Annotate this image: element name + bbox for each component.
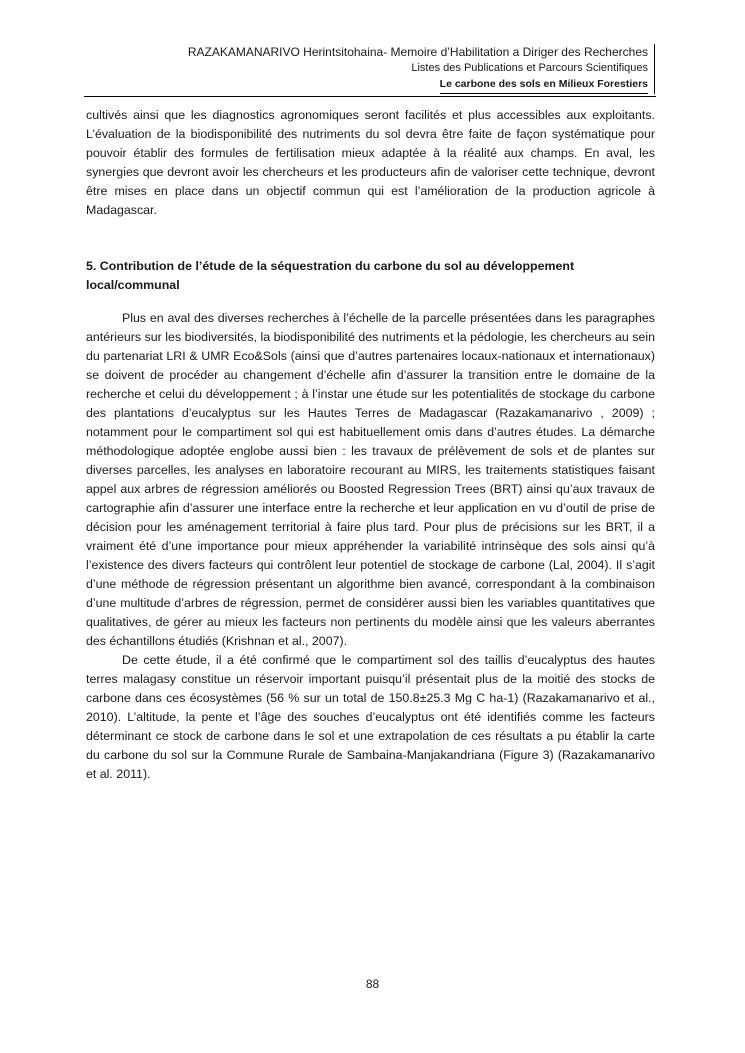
paragraph-1: Plus en aval des diverses recherches à l’échelle de la parcelle présentées dans les paragraphes antérieurs sur les biodiversités, la biodisponibilité des nutriments et la pédologie, les chercheurs au sein du partenariat LRI & UMR Eco&Sols (ainsi que d’autres partenaires locaux-nationaux et internationaux) se doivent de procéder au changement d’échelle afin d’assurer la transition entre le domaine de la recherche et celui du développement ; à l’instar une étude sur les potentialités de stockage du carbone des plantations d’eucalyptus sur les Hautes Terres de Madagascar (Razakamanarivo , 2009) ; notamment pour le compartiment sol qui est habituellement omis dans d’autres études. La démarche méthodologique adoptée englobe aussi bien : les travaux de prélèvement de sols et de plantes sur diverses parcelles, les analyses en laboratoire recourant au MIRS, les traitements statistiques faisant appel aux arbres de régression améliorés ou Boosted Regression Trees (BRT) ainsi qu’aux travaux de cartographie afin d’assurer une interface entre la recherche et leur application en vu d’outil de prise de décision pour les aménagement territorial à faire plus tard. Pour plus de précisions sur les BRT, il a vraiment été d’une importance pour mieux appréhender la variabilité intrinsèque des sols ainsi qu’à l’existence des divers facteurs qui contrôlent leur potentiel de stockage de carbone (Lal, 2004). Il s’agit d’une méthode de régression présentant un algorithme bien avancé, correspondant à la combinaison d’une multitude d’arbres de régression, permet de considérer aussi bien les variables quantitatives que qualitatives, de gérer au mieux les facteurs non pertinents du modèle ainsi que les valeurs aberrantes des échantillons étudiés (Krishnan et al., 2007). — [86, 311, 655, 648]
paragraph-2: De cette étude, il a été confirmé que le compartiment sol des taillis d’eucalyptus des hautes terres malagasy constitue un réservoir important puisqu’il présentait plus de la moitié des stocks de carbone dans ces écosystèmes (56 % sur un total de 150.8±25.3 Mg C ha-1) (Razakamanarivo et al., 2010). L’altitude, la pente et l’âge des souches d’eucalyptus ont été identifiés comme les facteurs déterminant ce stock de carbone dans le sol et une extrapolation de ces résultats a pu établir la carte du carbone du sol sur la Commune Rurale de Sambaina-Manjakandriana (Figure 3) (Razakamanarivo et al. 2011). — [86, 653, 655, 781]
header-rule — [84, 96, 656, 97]
header-section: Le carbone des sols en Milieux Forestiers — [440, 76, 648, 94]
page-body — [86, 106, 655, 784]
paragraph-intro: cultivés ainsi que les diagnostics agronomiques seront facilités et plus accessibles aux exploitants. L’évaluation de la biodisponibilité des nutriments du sol devra être faite de façon systématique pour pouvoir établir des formules de fertilisation mieux adaptée à la réalité aux champs. En aval, les synergies que devront avoir les chercheurs et les producteurs afin de valoriser cette technique, devront être mises en place dans un objectif commun qui est l’amélioration de la production agricole à Madagascar. — [86, 108, 655, 217]
header-author-title: RAZAKAMANARIVO Herintsitohaina- Memoire d’Habilitation a Diriger des Recherches — [187, 45, 648, 59]
page-number: 88 — [365, 977, 380, 991]
running-header — [188, 44, 655, 94]
header-chapter: Listes des Publications et Parcours Scientifiques — [411, 62, 648, 74]
section-heading: 5. Contribution de l’étude de la séquestration du carbone du sol au développement local/communal — [86, 259, 575, 292]
